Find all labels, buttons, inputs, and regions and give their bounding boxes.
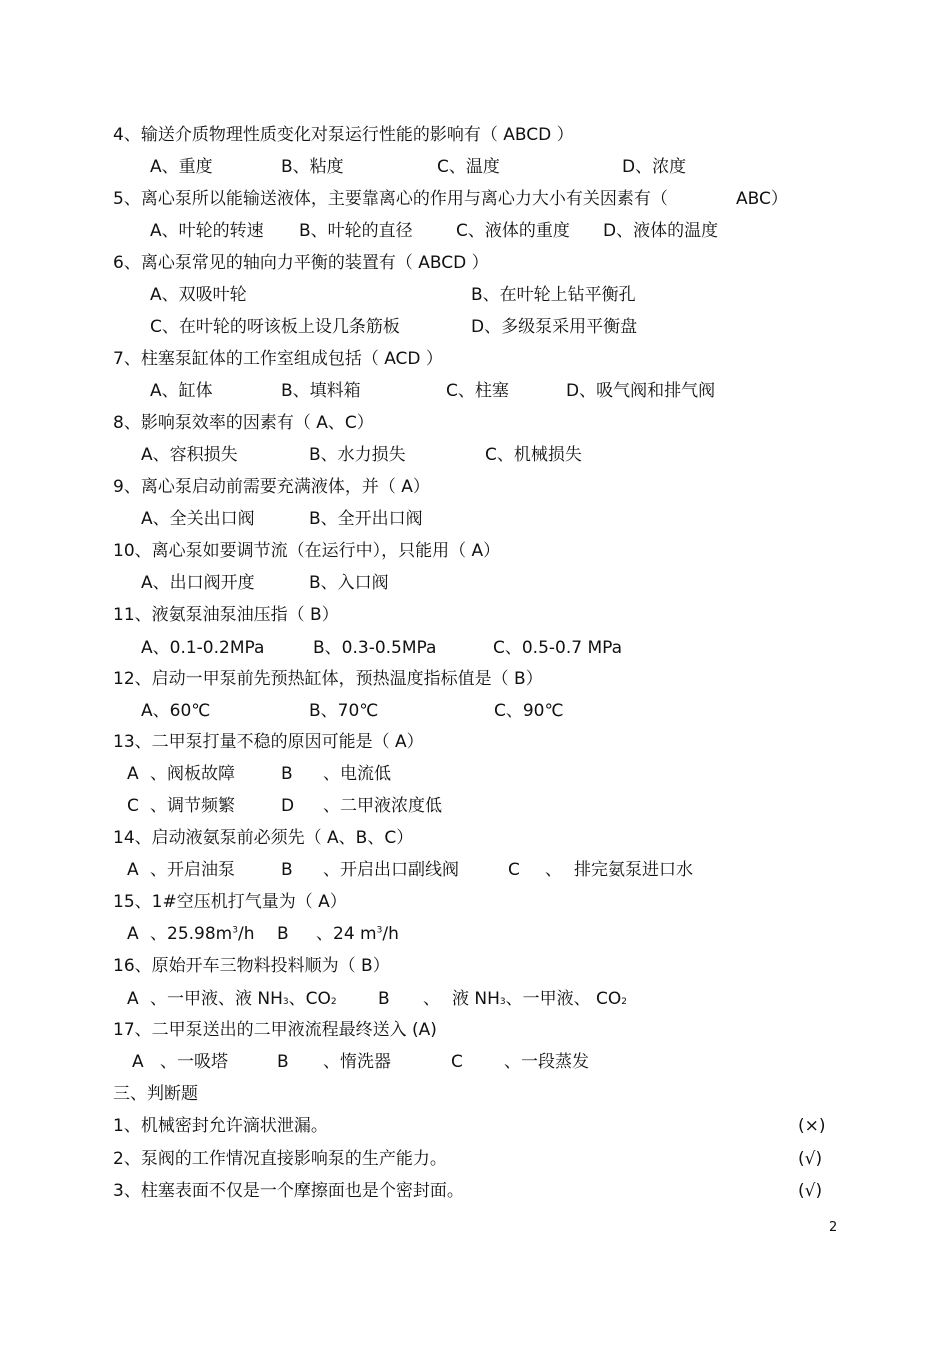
- judgement-item-3: 3、柱塞表面不仅是一个摩擦面也是个密封面。: [113, 1181, 464, 1201]
- question-13-option-d: 、二甲液浓度低: [323, 796, 442, 816]
- question-8-option-c: C、机械损失: [485, 445, 582, 465]
- question-13-option-d-letter: D: [281, 796, 295, 816]
- question-6-option-c: C、在叶轮的呀该板上设几条筋板: [150, 317, 400, 337]
- question-5-option-c: C、液体的重度: [456, 221, 570, 241]
- judgement-item-3-mark: (√): [798, 1181, 823, 1201]
- question-14-stem: 14、启动液氨泵前必须先（ A、B、C）: [113, 828, 414, 848]
- question-17-option-c: 、一段蒸发: [504, 1052, 589, 1072]
- question-17-stem: 17、二甲泵送出的二甲液流程最终送入 (A): [113, 1020, 437, 1040]
- question-6-stem: 6、离心泵常见的轴向力平衡的装置有（ ABCD ）: [113, 253, 489, 273]
- question-13-option-b-letter: B: [281, 764, 293, 784]
- question-5-answer: ABC）: [736, 189, 788, 209]
- question-9-stem: 9、离心泵启动前需要充满液体，并（ A）: [113, 477, 430, 497]
- question-17-option-a: 、一吸塔: [160, 1052, 228, 1072]
- judgement-item-1-mark: (×): [798, 1116, 826, 1136]
- question-12-option-a: A、60℃: [141, 701, 211, 721]
- question-9-option-b: B、全开出口阀: [309, 509, 423, 529]
- question-8-option-b: B、水力损失: [309, 445, 406, 465]
- question-6-option-a: A、双吸叶轮: [150, 285, 247, 305]
- question-10-option-a: A、出口阀开度: [141, 573, 255, 593]
- question-14-option-c-separator: 、: [545, 860, 562, 880]
- question-4-stem: 4、输送介质物理性质变化对泵运行性能的影响有（ ABCD ）: [113, 125, 574, 145]
- question-13-stem: 13、二甲泵打量不稳的原因可能是（ A）: [113, 732, 424, 752]
- question-7-option-a: A、缸体: [150, 381, 213, 401]
- question-15-option-b: 、24 $m^3/h$: [316, 924, 399, 944]
- question-7-option-d: D、吸气阀和排气阀: [566, 381, 716, 401]
- question-15-stem: 15、1#空压机打气量为（ A）: [113, 892, 347, 912]
- question-5-option-b: B、叶轮的直径: [299, 221, 413, 241]
- question-7-stem: 7、柱塞泵缸体的工作室组成包括（ ACD ）: [113, 349, 443, 369]
- question-17-option-a-letter: A: [132, 1052, 144, 1072]
- question-14-option-a: 、开启油泵: [150, 860, 235, 880]
- page-number: 2: [829, 1220, 838, 1235]
- question-14-option-b-letter: B: [281, 860, 293, 880]
- judgement-item-1: 1、机械密封允许滴状泄漏。: [113, 1116, 328, 1136]
- question-8-stem: 8、影响泵效率的因素有（ A、C）: [113, 413, 374, 433]
- question-11-option-a: A、0.1-0.2MPa: [141, 638, 265, 658]
- question-5-option-a: A、叶轮的转速: [150, 221, 264, 241]
- question-6-option-b: B、在叶轮上钻平衡孔: [471, 285, 636, 305]
- question-16-stem: 16、原始开车三物料投料顺为（ B）: [113, 956, 390, 976]
- question-4-option-d: D、浓度: [622, 157, 687, 177]
- question-12-stem: 12、启动一甲泵前先预热缸体，预热温度指标值是（ B）: [113, 669, 543, 689]
- question-17-option-b: 、惰洗器: [323, 1052, 391, 1072]
- question-16-option-a-letter: A: [127, 989, 139, 1009]
- question-7-option-c: C、柱塞: [446, 381, 509, 401]
- question-15-option-a-letter: A: [127, 924, 139, 944]
- section-title-judgement: 三、判断题: [113, 1084, 198, 1104]
- question-12-option-b: B、70℃: [309, 701, 379, 721]
- question-10-option-b: B、入口阀: [309, 573, 389, 593]
- question-7-option-b: B、填料箱: [281, 381, 361, 401]
- question-14-option-b: 、开启出口副线阀: [323, 860, 459, 880]
- question-12-option-c: C、90℃: [494, 701, 564, 721]
- question-17-option-c-letter: C: [451, 1052, 463, 1072]
- question-14-option-c-letter: C: [508, 860, 520, 880]
- question-4-option-c: C、温度: [437, 157, 500, 177]
- question-14-option-a-letter: A: [127, 860, 139, 880]
- question-13-option-a: 、阀板故障: [150, 764, 235, 784]
- question-13-option-b: 、电流低: [323, 764, 391, 784]
- judgement-item-2-mark: (√): [798, 1149, 823, 1169]
- question-13-option-c-letter: C: [127, 796, 139, 816]
- question-11-stem: 11、液氨泵油泵油压指（ B）: [113, 605, 339, 625]
- question-16-option-b-letter: B: [378, 989, 390, 1009]
- question-15-option-b-letter: B: [277, 924, 289, 944]
- question-5-option-d: D、液体的温度: [603, 221, 719, 241]
- question-4-option-b: B、粘度: [281, 157, 344, 177]
- question-14-option-c: 排完氨泵进口水: [574, 860, 693, 880]
- question-17-option-b-letter: B: [277, 1052, 289, 1072]
- judgement-item-2: 2、泵阀的工作情况直接影响泵的生产能力。: [113, 1149, 447, 1169]
- question-10-stem: 10、离心泵如要调节流（在运行中），只能用（ A）: [113, 541, 501, 561]
- question-13-option-a-letter: A: [127, 764, 139, 784]
- question-11-option-b: B、0.3-0.5MPa: [313, 638, 437, 658]
- question-16-option-b: 液 NH3、一甲液、 CO2: [452, 989, 628, 1009]
- question-15-option-a: 、$25.98m^3/h$: [150, 924, 255, 944]
- question-9-option-a: A、全关出口阀: [141, 509, 255, 529]
- question-4-option-a: A、重度: [150, 157, 213, 177]
- question-13-option-c: 、调节频繁: [150, 796, 235, 816]
- question-16-option-b-separator: 、: [423, 989, 440, 1009]
- question-6-option-d: D、多级泵采用平衡盘: [471, 317, 638, 337]
- question-5-stem: 5、离心泵所以能输送液体，主要靠离心的作用与离心力大小有关因素有（: [113, 189, 668, 209]
- question-16-option-a: 、一甲液、液 NH3、CO2: [150, 989, 337, 1009]
- question-8-option-a: A、容积损失: [141, 445, 238, 465]
- question-11-option-c: C、0.5-0.7 MPa: [493, 638, 623, 658]
